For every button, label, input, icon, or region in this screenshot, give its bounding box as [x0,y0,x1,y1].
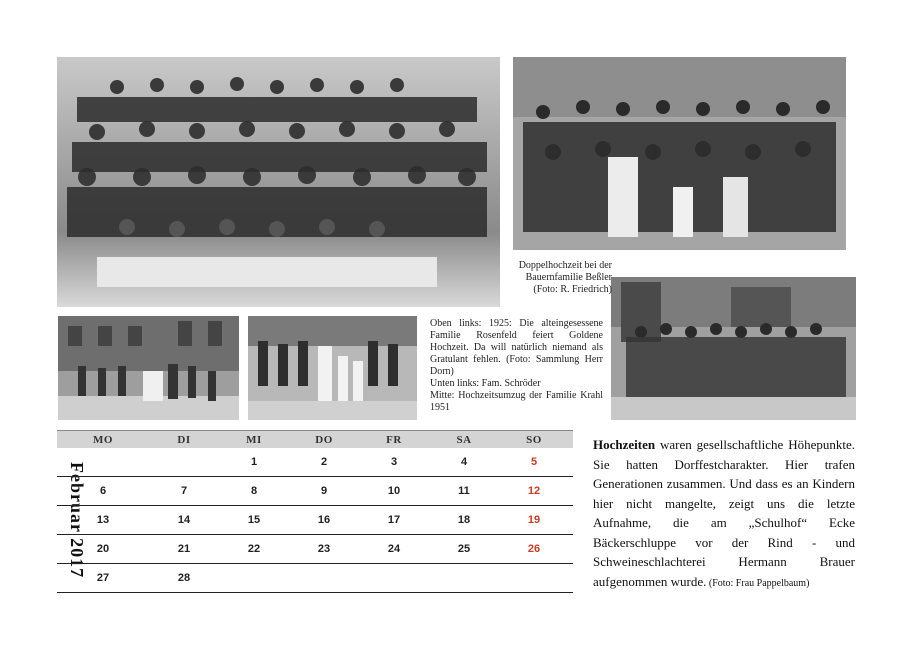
calendar-day: 17 [387,514,401,526]
photo-family-golden-wedding [57,57,500,307]
story-text [593,435,855,593]
month-title: Februar 2017 [67,462,87,579]
calendar-day-sunday: 26 [527,543,541,555]
calendar-day: 1 [250,456,258,468]
weekday-do: DO [315,433,333,446]
calendar-week [57,506,573,535]
calendar-day: 23 [317,543,331,555]
calendar-day: 21 [177,543,191,555]
caption-middle: Mitte: Hochzeitsumzug der Familie Krahl 1951 [430,390,603,413]
calendar-day: 18 [457,514,471,526]
calendar-day: 13 [96,514,110,526]
calendar-day: 3 [390,456,398,468]
caption-line: (Foto: R. Friedrich) [533,284,612,295]
photo-double-wedding [513,57,846,250]
caption-top-left: Oben links: 1925: Die alteingesessene Familie Rosenfeld feiert Goldene Hochzeit. Da will natürlich niemand als Gratulant fehlen. (Foto: Sammlung Herr Dorn) [430,318,603,377]
caption-bottom-left: Unten links: Fam. Schröder [430,378,541,389]
calendar-day: 16 [317,514,331,526]
calendar-day: 6 [99,485,107,497]
calendar-week [57,564,573,593]
calendar-week [57,535,573,564]
weekday-fr: FR [386,433,402,446]
weekday-header [57,430,573,448]
story-body: waren gesellschaftliche Höhepunkte. Sie hatten Dorffestcharakter. Hier trafen Generationen zusammen. Und dass es an Kindern hier nicht mangelte, zeigt uns die letzte Aufnahme, die am „Schulhof“ Ecke Bäckerschluppe vor der Rind - und Schweineschlachterei Hermann Brauer aufgenommen wurde. [593,437,855,589]
calendar-day: 27 [96,572,110,584]
calendar-day-sunday: 19 [527,514,541,526]
story-heading-word: Hochzeiten [593,437,656,452]
calendar-week [57,448,573,477]
story-credit: (Foto: Frau Pappelbaum) [706,577,810,589]
calendar-grid [57,430,573,593]
calendar-day: 24 [387,543,401,555]
photo-street-wedding [58,316,239,420]
weekday-mo: MO [93,433,113,446]
caption-line: Doppelhochzeit bei der [518,260,612,271]
calendar-day: 7 [180,485,188,497]
calendar-day: 14 [177,514,191,526]
calendar-day: 2 [320,456,328,468]
calendar-day-sunday: 5 [530,456,538,468]
calendar-day: 9 [320,485,328,497]
calendar-day: 4 [460,456,468,468]
calendar-day: 11 [458,485,470,497]
calendar-day: 10 [387,485,401,497]
caption-photo-descriptions [430,318,603,414]
weekday-sa: SA [456,433,472,446]
calendar-day-sunday: 12 [527,485,541,497]
photo-schoolyard-children [611,277,856,420]
weekday-di: DI [177,433,191,446]
photo-wedding-parade [248,316,417,420]
caption-line: Bauernfamilie Beßler [525,272,612,283]
calendar-day: 28 [177,572,191,584]
calendar-week [57,477,573,506]
calendar-day: 8 [250,485,258,497]
calendar-day: 25 [457,543,471,555]
calendar-day: 15 [247,514,261,526]
caption-double-wedding [512,260,612,296]
weekday-so: SO [526,433,542,446]
calendar-day: 20 [96,543,110,555]
weekday-mi: MI [246,433,262,446]
calendar-day: 22 [247,543,261,555]
